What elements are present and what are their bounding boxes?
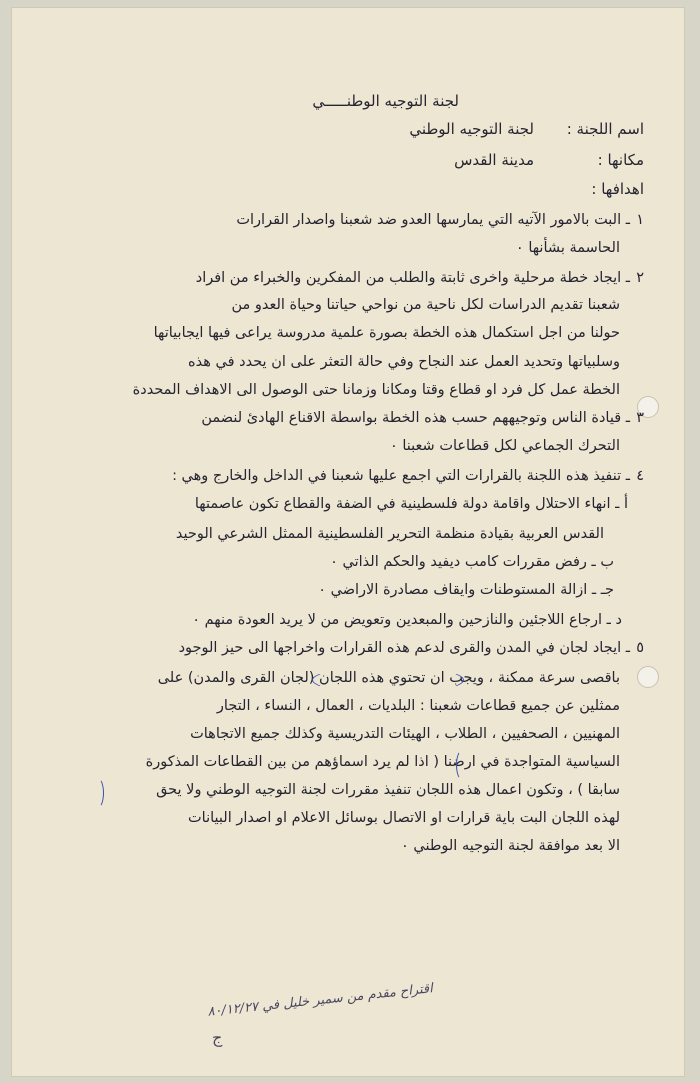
item-number: ٤ [636, 468, 644, 484]
item-number: ٢ [636, 270, 644, 286]
item-line: الا بعد موافقة لجنة التوجيه الوطني ٠ [400, 838, 620, 854]
typed-text [32, 8, 644, 1076]
field-value-place: مدينة القدس [454, 151, 534, 169]
item-line: ـ ايجاد خطة مرحلية واخرى ثابتة والطلب من المفكرين والخبراء من افراد [195, 270, 630, 286]
handwritten-initial: ج [212, 1028, 223, 1047]
field-label-goals: اهدافها : [591, 180, 644, 198]
item-number: ٥ [636, 640, 644, 656]
item-line: التحرك الجماعي لكل قطاعات شعبنا ٠ [389, 438, 620, 454]
field-label-place: مكانها : [597, 151, 644, 169]
item-line: الحاسمة بشأنها ٠ [515, 240, 620, 256]
field-value-committee: لجنة التوجيه الوطني [409, 120, 534, 138]
item-number: ١ [636, 212, 644, 228]
item-line: حولنا من اجل استكمال هذه الخطة بصورة علمية مدروسة يراعى فيها ايجابياتها [153, 325, 620, 341]
page-title: لجنة التوجيه الوطنـــــي [312, 92, 459, 110]
item-line: لهذه اللجان البت باية قرارات او الاتصال بوسائل الاعلام او اصدار البيانات [188, 810, 620, 826]
item-line: المهنيين ، الصحفيين ، الطلاب ، الهيئات التدريسية وكذلك جميع الاتجاهات [190, 726, 620, 742]
document-page [12, 8, 684, 1076]
handwritten-note: اقتراح مقدم من سمير خليل في ٨٠/١٢/٢٧ [206, 981, 434, 1020]
item-line: ـ البت بالامور الآتيه التي يمارسها العدو ضد شعبنا واصدار القرارات [236, 212, 630, 228]
subitem-line: د ـ ارجاع اللاجئين والنازحين والمبعدين وتعويض من لا يريد العودة منهم ٠ [192, 612, 622, 628]
item-line: ـ ايجاد لجان في المدن والقرى لدعم هذه القرارات واخراجها الى حيز الوجود [178, 640, 630, 656]
subitem-line: ب ـ رفض مقررات كامب ديفيد والحكم الذاتي ٠ [330, 554, 614, 570]
item-line: ممثلين عن جميع قطاعات شعبنا : البلديات ، العمال ، النساء ، التجار [216, 698, 620, 714]
subitem-line: أ ـ انهاء الاحتلال واقامة دولة فلسطينية في الضفة والقطاع تكون عاصمتها [194, 496, 628, 512]
pen-bracket [312, 666, 464, 694]
subitem-line: جـ ـ ازالة المستوطنات وايقاف مصادرة الاراضي ٠ [318, 582, 614, 598]
item-line: شعبنا تقديم الدراسات لكل ناحية من نواحي حياتنا وحياة العدو من [231, 297, 620, 313]
item-line: السياسية المتواجدة في ارضنا ( اذا لم يرد اسماؤهم من بين القطاعات المذكورة [145, 754, 620, 770]
item-line: ـ قيادة الناس وتوجيههم حسب هذه الخطة بواسطة الاقناع الهادئ لنضمن [201, 410, 630, 426]
item-line: وسلبياتها وتحديد العمل عند النجاح وفي حالة التعثر على ان يحدد في هذه [188, 354, 620, 370]
pen-bracket [92, 778, 104, 808]
field-label-committee: اسم اللجنة : [566, 120, 644, 138]
item-line: باقصى سرعة ممكنة ، ويجب ان تحتوي هذه اللجان (لجان القرى والمدن) على [157, 670, 620, 686]
subitem-line: القدس العربية بقيادة منظمة التحرير الفلسطينية الممثل الشرعي الوحيد [175, 526, 604, 542]
item-line: سابقا ) ، وتكون اعمال هذه اللجان تنفيذ مقررات لجنة التوجيه الوطني ولا يحق [156, 782, 620, 798]
item-line: ـ تنفيذ هذه اللجنة بالقرارات التي اجمع عليها شعبنا في الداخل والخارج وهي : [172, 468, 630, 484]
item-number: ٣ [636, 410, 644, 426]
pen-bracket [456, 750, 468, 780]
item-line: الخطة عمل كل فرد او قطاع وقتا ومكانا وزمانا حتى الوصول الى الاهداف المحددة [132, 382, 620, 398]
